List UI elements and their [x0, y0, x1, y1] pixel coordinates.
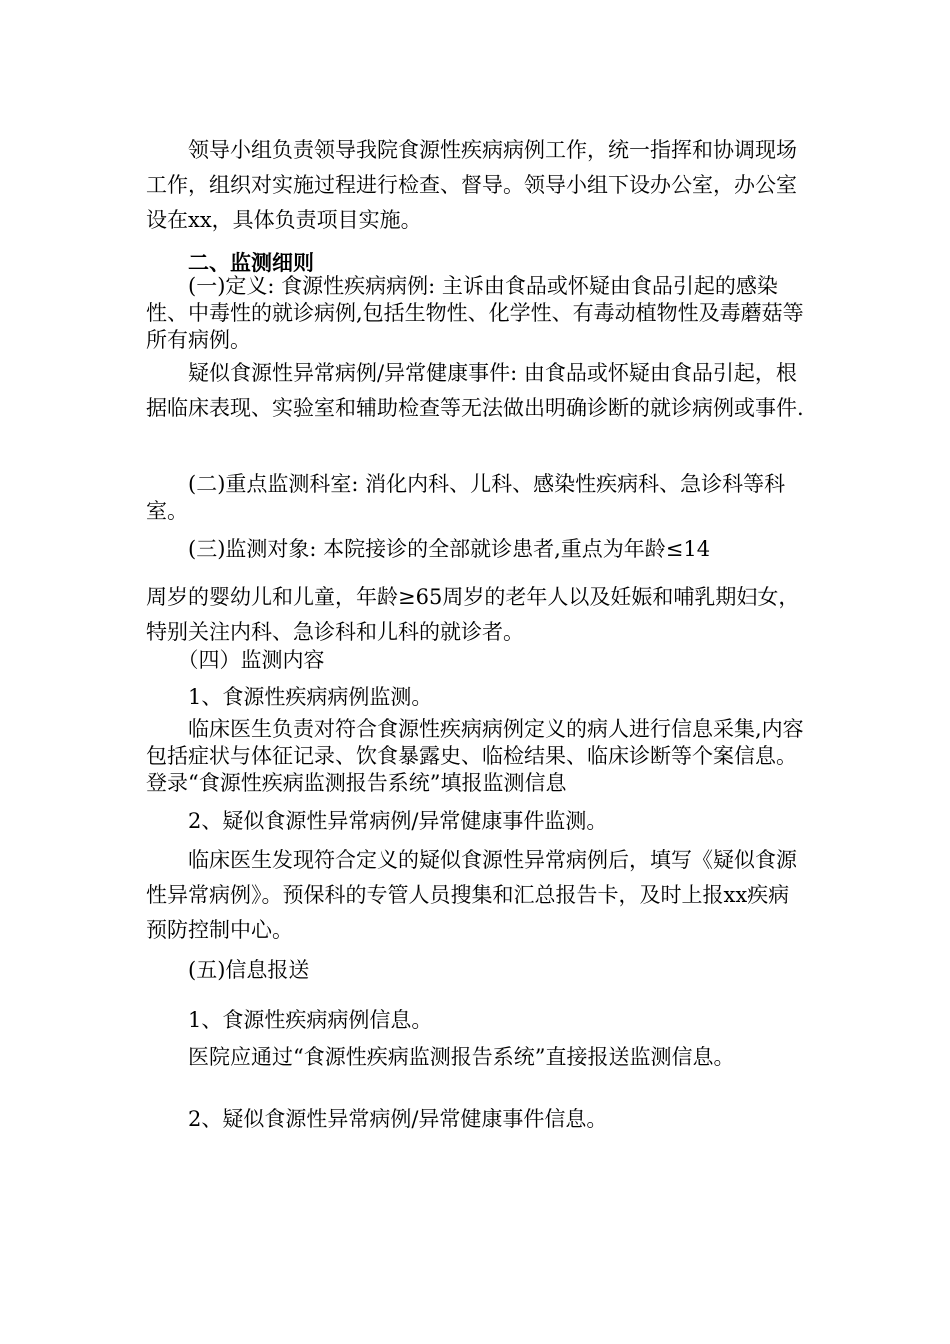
paragraph-leadership-group: 领导小组负责领导我院食源性疾病病例工作，统一指挥和协调现场工作，组织对实施过程进行检查、督导。领导小组下设办公室，办公室设在xx，具体负责项目实施。	[146, 138, 797, 232]
heading-monitoring-content: （四）监测内容	[146, 648, 325, 672]
paragraph-clinical-info-collection: 临床医生负责对符合食源性疾病病例定义的病人进行信息采集,内容包括症状与体征记录、饮食暴露史、临检结果、临床诊断等个案信息。登录“食源性疾病监测报告系统”填报监测信息	[146, 717, 804, 795]
section-heading-monitoring-details: 二、监测细则	[146, 251, 314, 275]
heading-information-reporting: (五)信息报送	[146, 958, 310, 982]
paragraph-hospital-report-system: 医院应通过“食源性疾病监测报告系统”直接报送监测信息。	[146, 1045, 735, 1069]
item-foodborne-case-monitoring: 1、食源性疾病病例监测。	[146, 685, 433, 709]
paragraph-monitoring-subjects-line1: (三)监测对象: 本院接诊的全部就诊患者,重点为年龄≤14	[146, 537, 711, 561]
item-suspected-case-info: 2、疑似食源性异常病例/异常健康事件信息。	[146, 1107, 608, 1131]
item-foodborne-case-info: 1、食源性疾病病例信息。	[146, 1008, 433, 1032]
paragraph-suspected-definition: 疑似食源性异常病例/异常健康事件: 由食品或怀疑由食品引起，根据临床表现、实验室和辅助检查等无法做出明确诊断的就诊病例或事件.	[146, 361, 804, 420]
paragraph-key-departments: (二)重点监测科室: 消化内科、儿科、感染性疾病科、急诊科等科室。	[146, 472, 786, 523]
paragraph-suspected-case-reporting: 临床医生发现符合定义的疑似食源性异常病例后，填写《疑似食源性异常病例》。预保科的专管人员搜集和汇总报告卡，及时上报xx疾病预防控制中心。	[146, 848, 797, 942]
paragraph-monitoring-subjects: 周岁的婴幼儿和儿童，年龄≥65周岁的老年人以及妊娠和哺乳期妇女，特别关注内科、急诊科和儿科的就诊者。	[146, 585, 800, 644]
paragraph-definition: (一)定义: 食源性疾病病例: 主诉由食品或怀疑由食品引起的感染性、中毒性的就诊病例,包括生物性、化学性、有毒动植物性及毒蘑菇等所有病例。	[146, 274, 804, 352]
item-suspected-case-monitoring: 2、疑似食源性异常病例/异常健康事件监测。	[146, 809, 608, 833]
